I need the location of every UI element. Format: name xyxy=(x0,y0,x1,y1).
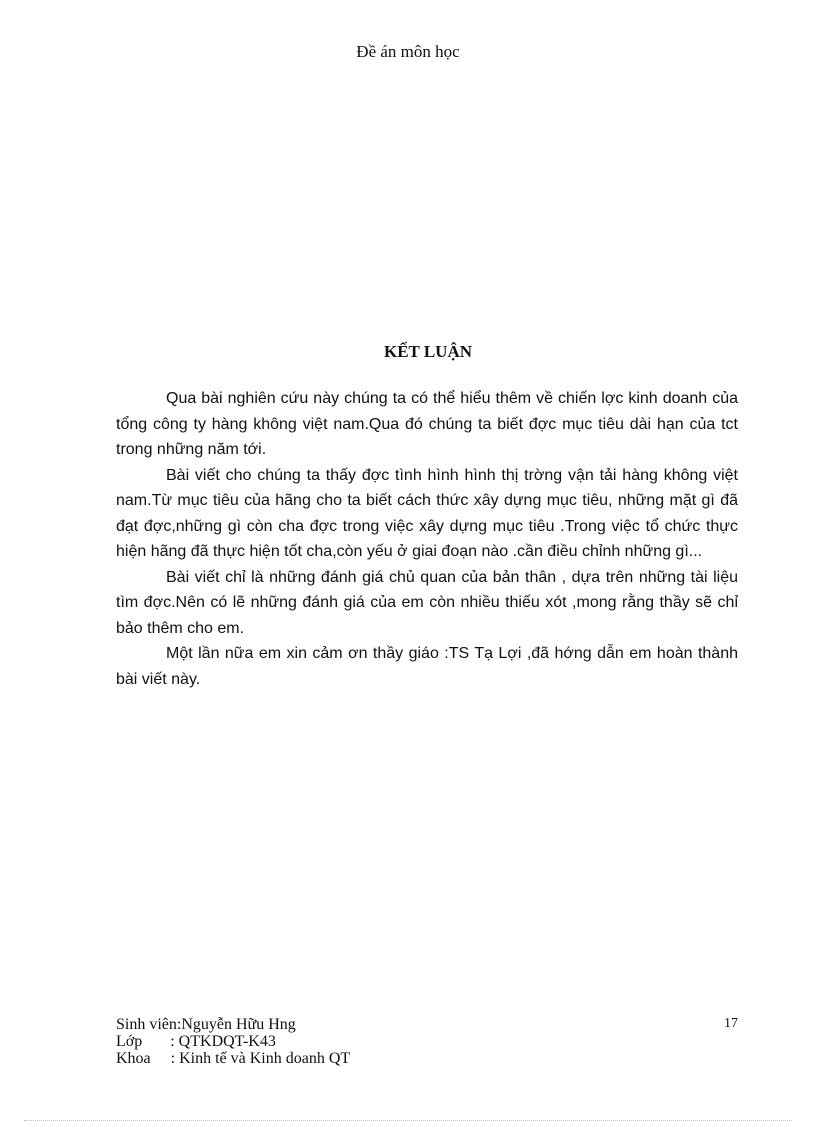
paragraph: Qua bài nghiên cứu này chúng ta có thể hiểu thêm về chiến lợc kinh doanh của tổng công ty hàng không việt nam.Qua đó chúng ta biết đợc mục tiêu dài hạn của tct trong những năm tới. xyxy=(116,390,738,458)
page-header: Đề án môn học xyxy=(356,42,460,61)
paragraph: Bài viết chỉ là những đánh giá chủ quan của bản thân , dựa trên những tài liệu tìm đợc.Nên có lẽ những đánh giá của em còn nhiều thiếu xót ,mong rằng thầy sẽ chỉ bảo thêm cho em. xyxy=(116,568,738,637)
page-bottom-divider xyxy=(24,1120,792,1121)
page-footer xyxy=(116,1016,416,1067)
conclusion-body xyxy=(116,386,738,692)
footer-student: Sinh viên:Nguyễn Hữu Hng xyxy=(116,1016,296,1033)
page-number: 17 xyxy=(724,1016,738,1031)
footer-class: Lớp : QTKDQT-K43 xyxy=(116,1033,276,1050)
paragraph: Một lần nữa em xin cảm ơn thầy giáo :TS Tạ Lợi ,đã hớng dẫn em hoàn thành bài viết này. xyxy=(116,645,738,688)
section-title: KẾT LUẬN xyxy=(383,342,472,361)
paragraph: Bài viết cho chúng ta thấy đợc tình hình hình thị trờng vận tải hàng không việt nam.Từ mục tiêu của hãng cho ta biết cách thức xây dựng mục tiêu, những mặt gì đã đạt đợc,những gì còn cha đợc trong việc xây dựng mục tiêu .Trong việc tổ chức thực hiện hãng đã thực hiện tốt cha,còn yếu ở giai đoạn nào .cần điều chỉnh những gì... xyxy=(116,466,738,560)
footer-faculty: Khoa : Kinh tế và Kinh doanh QT xyxy=(116,1050,351,1067)
